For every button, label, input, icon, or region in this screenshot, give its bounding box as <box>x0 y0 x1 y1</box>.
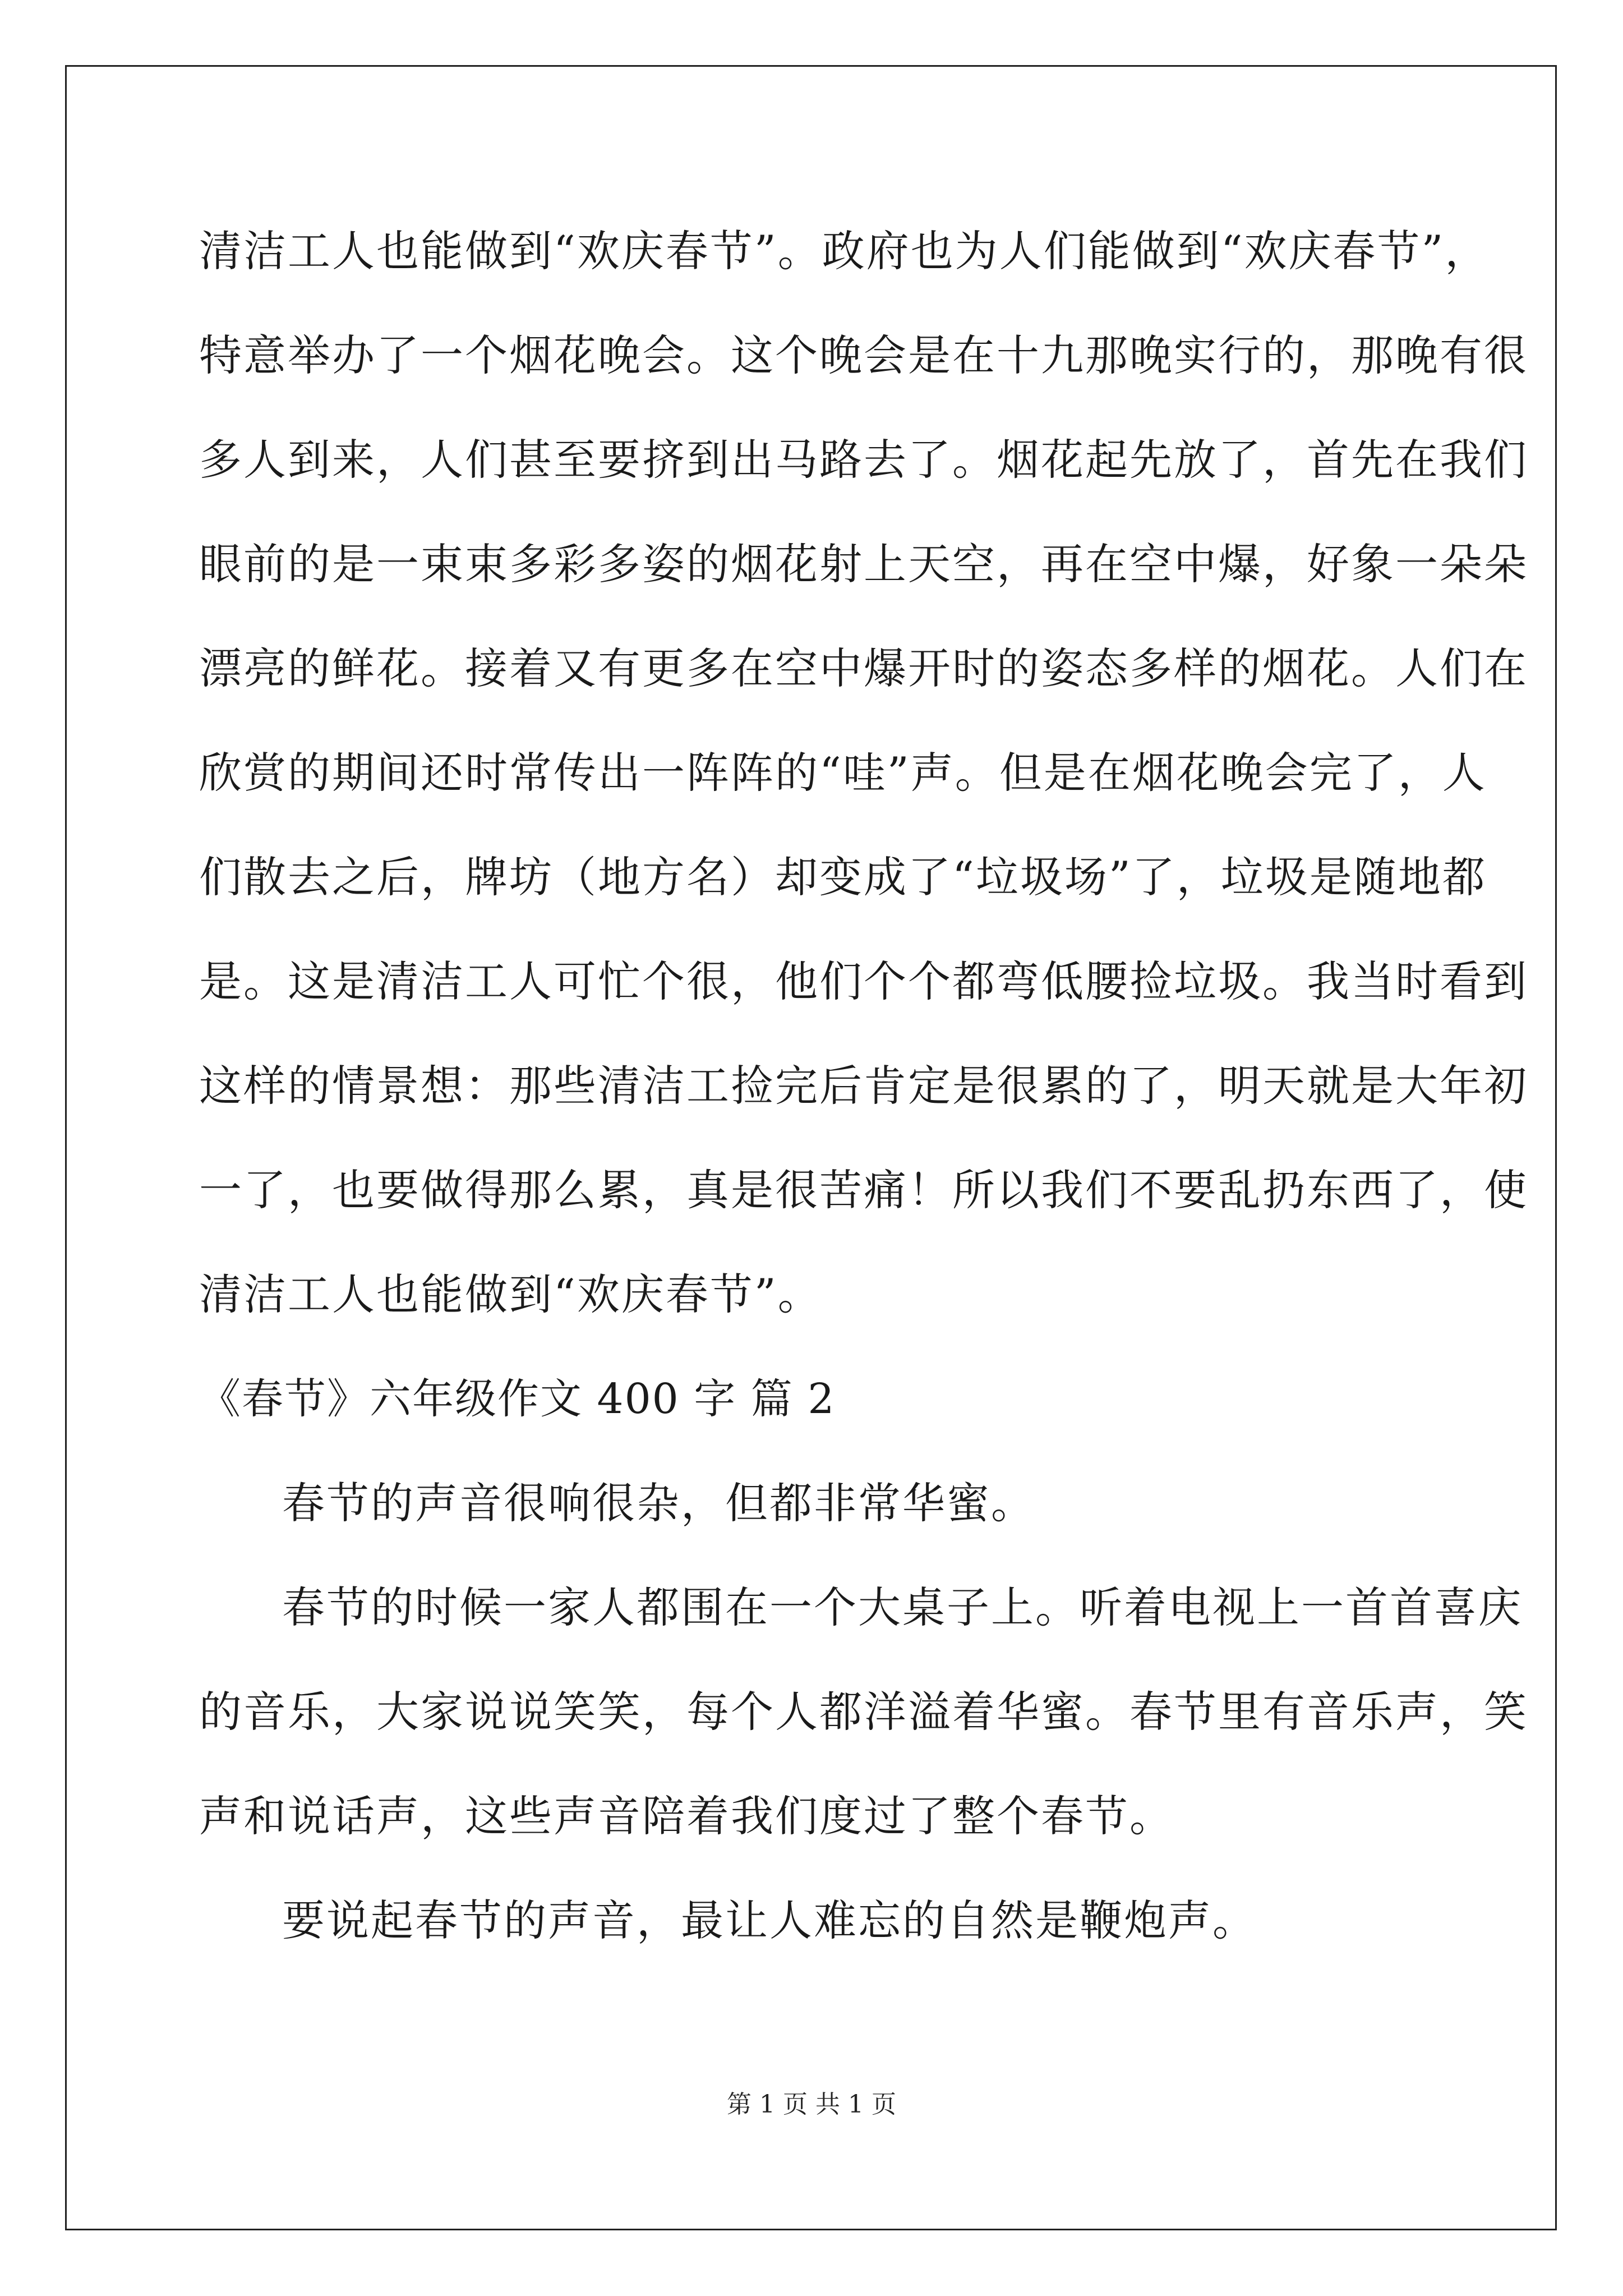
page-number-footer: 第 1 页 共 1 页 <box>727 2090 896 2119</box>
text-line: 的音乐，大家说说笑笑，每个人都洋溢着华蜜。春节里有音乐声，笑 <box>199 1687 1528 1737</box>
text-line: 欣赏的期间还时常传出一阵阵的“哇”声。但是在烟花晚会完了，人 <box>199 748 1487 798</box>
text-line: 漂亮的鲜花。接着又有更多在空中爆开时的姿态多样的烟花。人们在 <box>199 643 1528 693</box>
text-line: 是。这是清洁工人可忙个很，他们个个都弯低腰捡垃圾。我当时看到 <box>199 956 1528 1006</box>
text-line: 多人到来，人们甚至要挤到出马路去了。烟花起先放了，首先在我们 <box>199 435 1528 485</box>
document-body <box>199 220 1528 1994</box>
text-line: 一了，也要做得那么累，真是很苦痛！所以我们不要乱扔东西了，使 <box>199 1165 1528 1215</box>
paragraph-start-line: 要说起春节的声音，最让人难忘的自然是鞭炮声。 <box>282 1895 1257 1945</box>
paragraph-start-line: 春节的声音很响很杂，但都非常华蜜。 <box>282 1478 1035 1528</box>
text-line: 特意举办了一个烟花晚会。这个晚会是在十九那晚实行的，那晚有很 <box>199 330 1528 380</box>
text-line: 这样的情景想：那些清洁工捡完后肯定是很累的了，明天就是大年初 <box>199 1061 1528 1111</box>
paragraph-start-line: 春节的时候一家人都围在一个大桌子上。听着电视上一首首喜庆 <box>282 1582 1523 1632</box>
text-line: 眼前的是一束束多彩多姿的烟花射上天空，再在空中爆，好象一朵朵 <box>199 539 1528 589</box>
section-heading: 《春节》六年级作文 400 字 篇 2 <box>199 1375 836 1423</box>
text-line: 们散去之后，牌坊（地方名）却变成了“垃圾场”了，垃圾是随地都 <box>199 852 1487 902</box>
text-line: 清洁工人也能做到“欢庆春节”。政府也为人们能做到“欢庆春节”， <box>199 226 1490 276</box>
text-line: 清洁工人也能做到“欢庆春节”。 <box>199 1269 822 1319</box>
text-line: 声和说话声，这些声音陪着我们度过了整个春节。 <box>199 1791 1174 1841</box>
